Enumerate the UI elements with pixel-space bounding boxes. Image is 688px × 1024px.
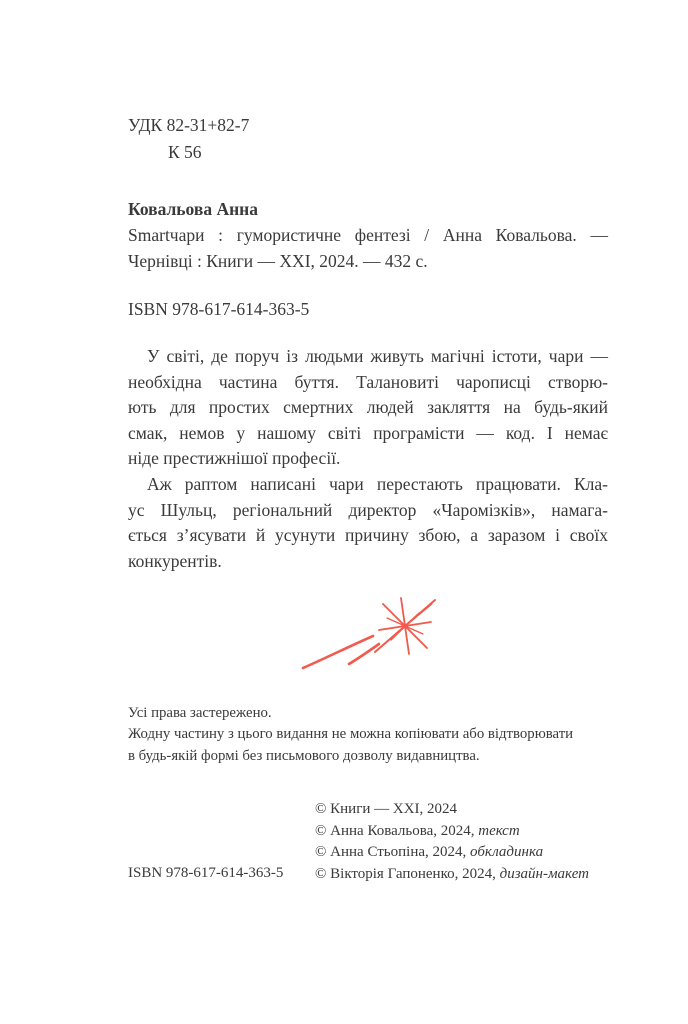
annotation-line: ють для простих смертних людей закляття на будь-який (128, 397, 608, 418)
annotation-line: необхідна частина буття. Талановиті чарописці створю- (128, 371, 608, 392)
catalog-description-line: Smartчари : гумористичне фентезі / Анна Ковальова. — (128, 225, 608, 245)
annotation-line: У світі, де поруч із людьми живуть магічні істоти, чари — (147, 346, 608, 366)
annotation-line: Аж раптом написані чари перестають працювати. Кла- (147, 473, 608, 494)
credit-line: © Анна Ковальова, 2024, текст (315, 822, 520, 839)
rights-line: Жодну частину з цього видання не можна копіювати або відтворювати (128, 726, 574, 743)
isbn-bottom: ISBN 978-617-614-363-5 (128, 865, 284, 881)
annotation-line: ус Шульц, регіональний директор «Чаромізків», намага- (128, 499, 608, 520)
udc-block (128, 112, 249, 166)
credit-line: © Анна Стьопіна, 2024, обкладинка (315, 844, 544, 860)
credit-line: © Вікторія Гапоненко, 2024, дизайн-макет (315, 865, 589, 882)
annotation (128, 344, 608, 574)
rights-notice (128, 703, 628, 767)
udc-author-sign: К 56 (168, 142, 202, 162)
isbn-top: ISBN 978-617-614-363-5 (128, 299, 310, 319)
catalog-author: Ковальова Анна (128, 199, 259, 219)
annotation-line: смак, немов у нашому світі програмісти — код. І немає (128, 422, 608, 443)
annotation-line: ється з’ясувати й усунути причину збою, а заразом і своїх (128, 525, 608, 546)
rights-line: Усі права застережено. (128, 705, 272, 721)
shooting-star-illustration (288, 588, 458, 688)
annotation-line: конкурентів. (128, 550, 222, 571)
catalog-description-line: Чернівці : Книги — XXI, 2024. — 432 с. (128, 251, 428, 271)
shooting-star-icon (288, 588, 458, 688)
annotation-line: ніде престижнішої професії. (128, 448, 341, 469)
catalog-entry (128, 196, 608, 274)
credit-line: © Книги — XXI, 2024 (315, 801, 458, 817)
copyright-credits (315, 799, 589, 885)
rights-line: в будь-якій формі без письмового дозволу видавництва. (128, 747, 480, 764)
udc-code: УДК 82-31+82-7 (128, 115, 250, 135)
